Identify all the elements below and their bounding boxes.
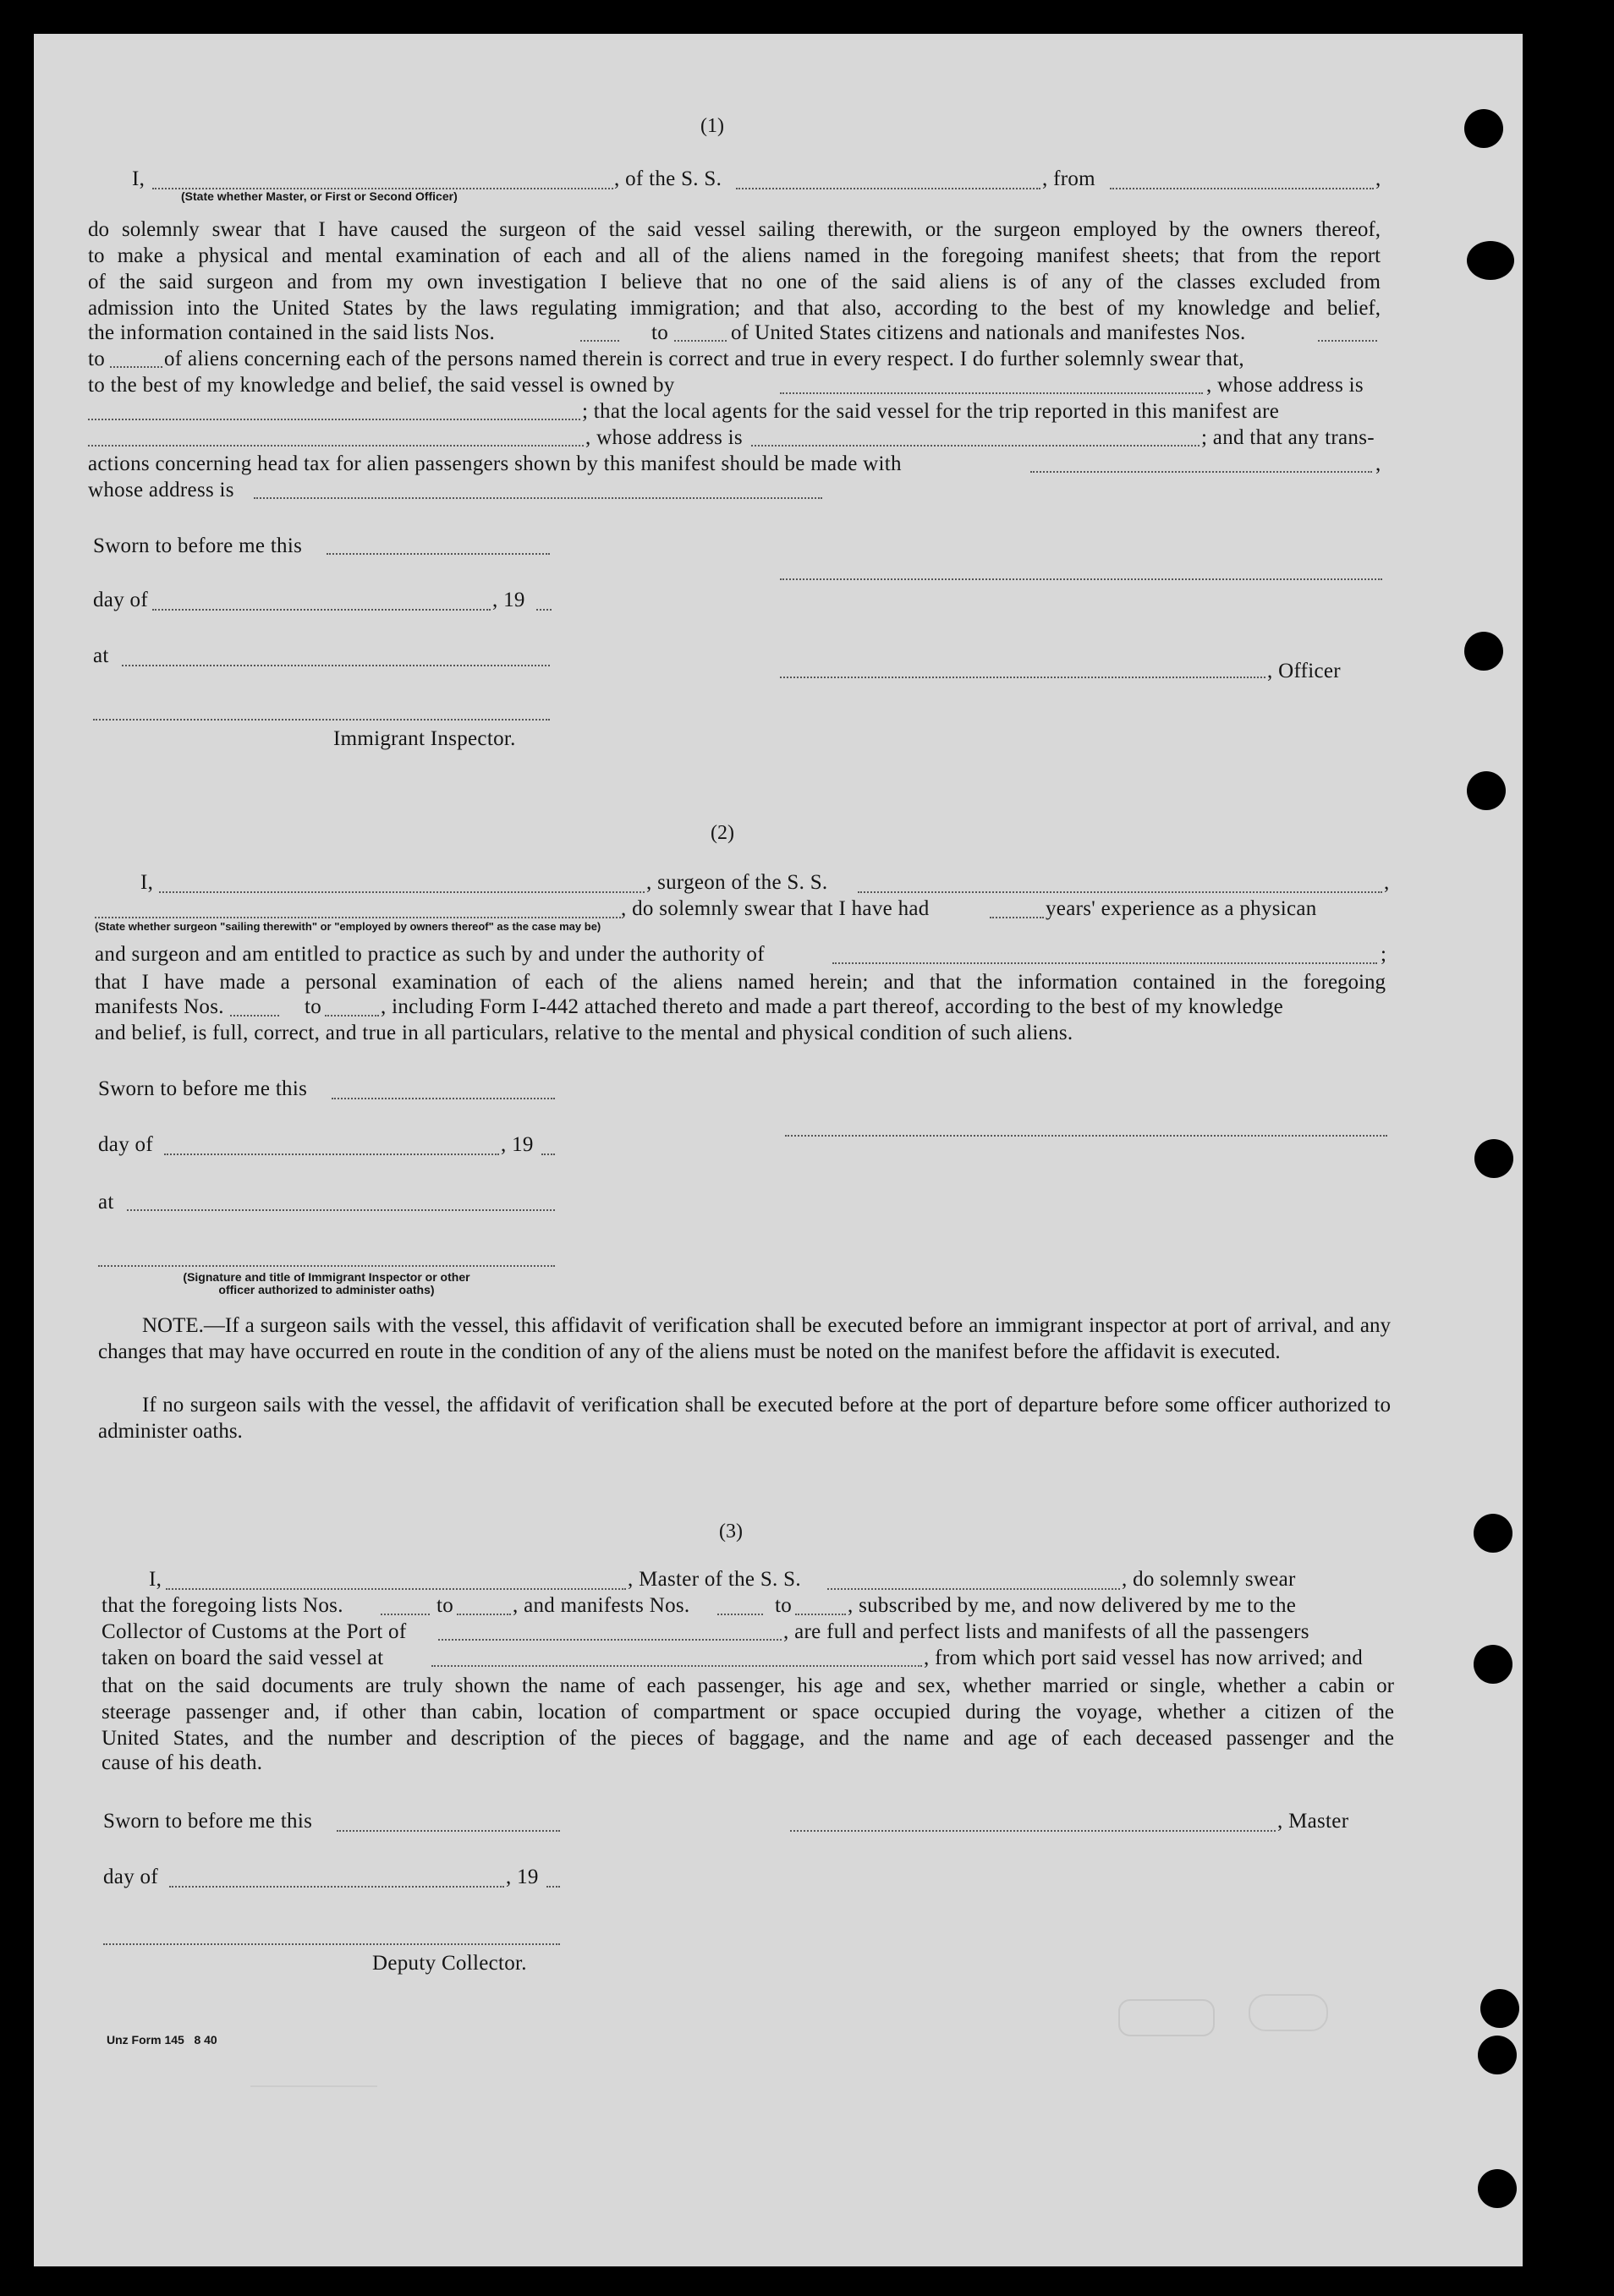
line-end: ,: [1375, 167, 1381, 190]
section-2-i: I,: [140, 871, 154, 894]
year-label: , 19: [492, 589, 525, 611]
year-field[interactable]: [536, 609, 552, 611]
authority-field[interactable]: [832, 962, 1377, 964]
owner-address-field[interactable]: [88, 419, 580, 420]
transactions-label: ; and that any trans-: [1201, 426, 1375, 449]
faint-stamp: [1118, 1999, 1215, 2036]
immigrant-inspector-label: Immigrant Inspector.: [333, 727, 516, 750]
aliens-statement: of aliens concerning each of the persons named therein is correct and true in every respect. I do further solemnly swear that,: [164, 348, 1244, 370]
master-label: , Master: [1277, 1810, 1349, 1833]
boarding-port-field[interactable]: [431, 1665, 922, 1667]
paragraph-line: admission into the United States by the laws regulating immigration; and that also, according to the best of my knowledge and belief,: [88, 297, 1381, 320]
sworn-date-field[interactable]: [332, 1098, 555, 1099]
master-name-field[interactable]: [166, 1588, 626, 1590]
day-of-label: day of: [103, 1866, 158, 1888]
examination-statement: that I have made a personal examination of each of the aliens named herein; and that the information contained in the foregoing: [95, 971, 1386, 994]
faint-stamp: [1249, 1994, 1328, 2031]
punch-hole: [1467, 241, 1514, 280]
punch-hole: [1478, 2169, 1517, 2208]
note-paragraph: NOTE.—If a surgeon sails with the vessel, this affidavit of verification shall be executed before an immigrant inspector at port of arrival, and any changes that may have occurred en route in the condition of any of the aliens must be noted on the manifest before the affidavit is executed.: [98, 1314, 1391, 1363]
agents-address-label: , whose address is: [585, 426, 743, 449]
manifest-affidavit-sheet: [34, 34, 1523, 2266]
surgeon-of-ss-label: , surgeon of the S. S.: [646, 871, 828, 894]
manifests-to-field[interactable]: [325, 1015, 379, 1016]
surgeon-type-field[interactable]: [95, 917, 621, 918]
manifests-nos-to-field[interactable]: [110, 366, 162, 368]
at-label: at: [93, 644, 109, 667]
punch-hole: [1474, 1514, 1512, 1553]
at-label: at: [98, 1191, 114, 1214]
collector-port-label: Collector of Customs at the Port of: [102, 1620, 407, 1643]
from-label: , from: [1042, 167, 1095, 190]
punch-hole: [1467, 771, 1506, 810]
faint-mark: [250, 2085, 377, 2109]
line-end: ,: [1375, 452, 1381, 475]
officer-signature-line[interactable]: [780, 578, 1382, 580]
to-label: to: [305, 995, 322, 1018]
day-of-field[interactable]: [152, 609, 491, 611]
sworn-label: Sworn to before me this: [93, 534, 303, 557]
paragraph-line: do solemnly swear that I have caused the surgeon of the said vessel sailing therewith, or the surgeon employed by the owners thereof,: [88, 218, 1381, 241]
agents-address-field[interactable]: [751, 445, 1200, 447]
day-of-field[interactable]: [169, 1886, 504, 1888]
of-ss-label: , of the S. S.: [614, 167, 722, 190]
section-3-number: (3): [719, 1521, 743, 1543]
manifests-nos-from-field[interactable]: [1318, 340, 1377, 342]
paragraph-line: to make a physical and mental examination of each and all of the aliens named in the foregoing manifest sheets; that from the report: [88, 244, 1381, 267]
subscribed-label: , subscribed by me, and now delivered by me to the: [848, 1594, 1297, 1617]
surgeon-vessel-field[interactable]: [858, 891, 1382, 893]
departure-port-field[interactable]: [1110, 188, 1374, 189]
collector-port-field[interactable]: [438, 1639, 782, 1641]
lists-to-field[interactable]: [457, 1614, 511, 1615]
manifests-from-field[interactable]: [230, 1015, 279, 1016]
punch-hole: [1474, 1139, 1513, 1178]
inspector-signature-line[interactable]: [98, 1265, 555, 1267]
day-of-field[interactable]: [164, 1153, 499, 1155]
lists-nos-to-field[interactable]: [674, 340, 727, 342]
taken-aboard-label: taken on board the said vessel at: [102, 1647, 384, 1669]
punch-hole: [1474, 1645, 1512, 1684]
signature-caption: officer authorized to administer oaths): [218, 1283, 435, 1296]
to-label: to: [88, 348, 106, 370]
year-field[interactable]: [546, 1886, 560, 1888]
at-place-field[interactable]: [127, 1209, 555, 1211]
collector-signature-line[interactable]: [103, 1943, 560, 1945]
surgeon-swear-label: , do solemnly swear that I have had: [621, 897, 930, 920]
sworn-label: Sworn to before me this: [103, 1810, 313, 1833]
surgeon-signature-line[interactable]: [785, 1135, 1387, 1137]
perfect-lists-label: , are full and perfect lists and manifests of all the passengers: [783, 1620, 1309, 1643]
vessel-owner-field[interactable]: [780, 392, 1203, 394]
head-tax-agent-field[interactable]: [1030, 471, 1372, 473]
form-number: Unz Form 145 8 40: [107, 2033, 217, 2047]
paragraph-line: cause of his death.: [102, 1751, 263, 1774]
belief-statement: and belief, is full, correct, and true in all particulars, relative to the mental and physical condition of such aliens.: [95, 1022, 1073, 1044]
paragraph-line: United States, and the number and description of the pieces of baggage, and the name and age of each deceased passenger and the: [102, 1727, 1394, 1750]
at-place-field[interactable]: [122, 665, 550, 666]
master-signature-line[interactable]: [790, 1830, 1276, 1832]
manifests-nos-label: manifests Nos.: [95, 995, 224, 1018]
to-label: to: [775, 1594, 793, 1617]
deputy-collector-label: Deputy Collector.: [372, 1952, 527, 1975]
head-tax-label: actions concerning head tax for alien passengers shown by this manifest should be made with: [88, 452, 902, 475]
year-field[interactable]: [541, 1153, 555, 1155]
sworn-date-field[interactable]: [337, 1830, 560, 1832]
line-end: ;: [1381, 943, 1387, 966]
officer-title-field[interactable]: [780, 677, 1265, 678]
day-of-label: day of: [93, 589, 148, 611]
signature-caption: (Signature and title of Immigrant Inspector or other: [183, 1270, 470, 1284]
section-3-i: I,: [149, 1568, 162, 1591]
manifests-nos-label: , and manifests Nos.: [513, 1594, 690, 1617]
year-label: , 19: [506, 1866, 539, 1888]
local-agents-field[interactable]: [88, 445, 584, 447]
punch-hole: [1478, 2036, 1517, 2074]
years-experience-field[interactable]: [990, 917, 1044, 918]
day-of-label: day of: [98, 1133, 153, 1156]
citizens-manifests-label: of United States citizens and nationals and manifestes Nos.: [731, 321, 1246, 344]
paragraph-line: that on the said documents are truly shown the name of each passenger, his age and sex, whether married or single, whether a cabin or: [102, 1674, 1394, 1697]
owned-by-label: to the best of my knowledge and belief, the said vessel is owned by: [88, 374, 675, 397]
sworn-label: Sworn to before me this: [98, 1077, 308, 1100]
section-1-number: (1): [700, 115, 724, 137]
punch-hole: [1464, 109, 1503, 148]
arrived-label: , from which port said vessel has now arrived; and: [924, 1647, 1364, 1669]
lists-nos-label: that the foregoing lists Nos.: [102, 1594, 343, 1617]
lists-from-field[interactable]: [381, 1614, 430, 1615]
vessel-name-field[interactable]: [736, 188, 1040, 189]
sworn-date-field[interactable]: [327, 553, 550, 555]
year-label: , 19: [501, 1133, 534, 1156]
inspector-signature-line[interactable]: [93, 719, 550, 721]
paragraph-line: of the said surgeon and from my own investigation I believe that no one of the said aliens is of any of the classes excluded from: [88, 271, 1381, 293]
line-end: ,: [1384, 871, 1390, 894]
surgeon-name-field[interactable]: [159, 891, 645, 893]
master-of-ss-label: , Master of the S. S.: [628, 1568, 801, 1591]
note-paragraph: If no surgeon sails with the vessel, the affidavit of verification shall be executed before at the port of departure before some officer authorized to administer oaths.: [98, 1394, 1391, 1443]
local-agents-label: ; that the local agents for the said vessel for the trip reported in this manifest are: [582, 400, 1280, 423]
to-label: to: [436, 1594, 454, 1617]
head-tax-address-label: whose address is: [88, 479, 234, 501]
manifests-to-field[interactable]: [795, 1614, 846, 1615]
officer-label: , Officer: [1267, 660, 1341, 682]
punch-hole: [1464, 632, 1503, 671]
authority-label: and surgeon and am entitled to practice as such by and under the authority of: [95, 943, 765, 966]
master-vessel-field[interactable]: [827, 1588, 1120, 1590]
owner-address-label: , whose address is: [1206, 374, 1364, 397]
form-i442-statement: , including Form I-442 attached thereto and made a part thereof, according to the best of my knowledge: [381, 995, 1284, 1018]
punch-hole: [1480, 1989, 1519, 2028]
lists-nos-from-field[interactable]: [580, 340, 619, 342]
officer-rank-caption: (State whether Master, or First or Second Officer): [181, 189, 458, 203]
surgeon-type-caption: (State whether surgeon "sailing therewith" or "employed by owners thereof" as the case may be): [95, 920, 601, 933]
head-tax-address-field[interactable]: [254, 497, 822, 499]
section-2-number: (2): [711, 822, 734, 844]
section-1-i: I,: [132, 167, 145, 190]
manifests-from-field[interactable]: [717, 1614, 763, 1615]
paragraph-line: steerage passenger and, if other than cabin, location of compartment or space occupied during the voyage, whether a citizen of the: [102, 1701, 1394, 1723]
lists-nos-label: the information contained in the said lists Nos.: [88, 321, 495, 344]
swear-label: , do solemnly swear: [1122, 1568, 1296, 1591]
to-label: to: [651, 321, 669, 344]
years-experience-label: years' experience as a physican: [1046, 897, 1317, 920]
